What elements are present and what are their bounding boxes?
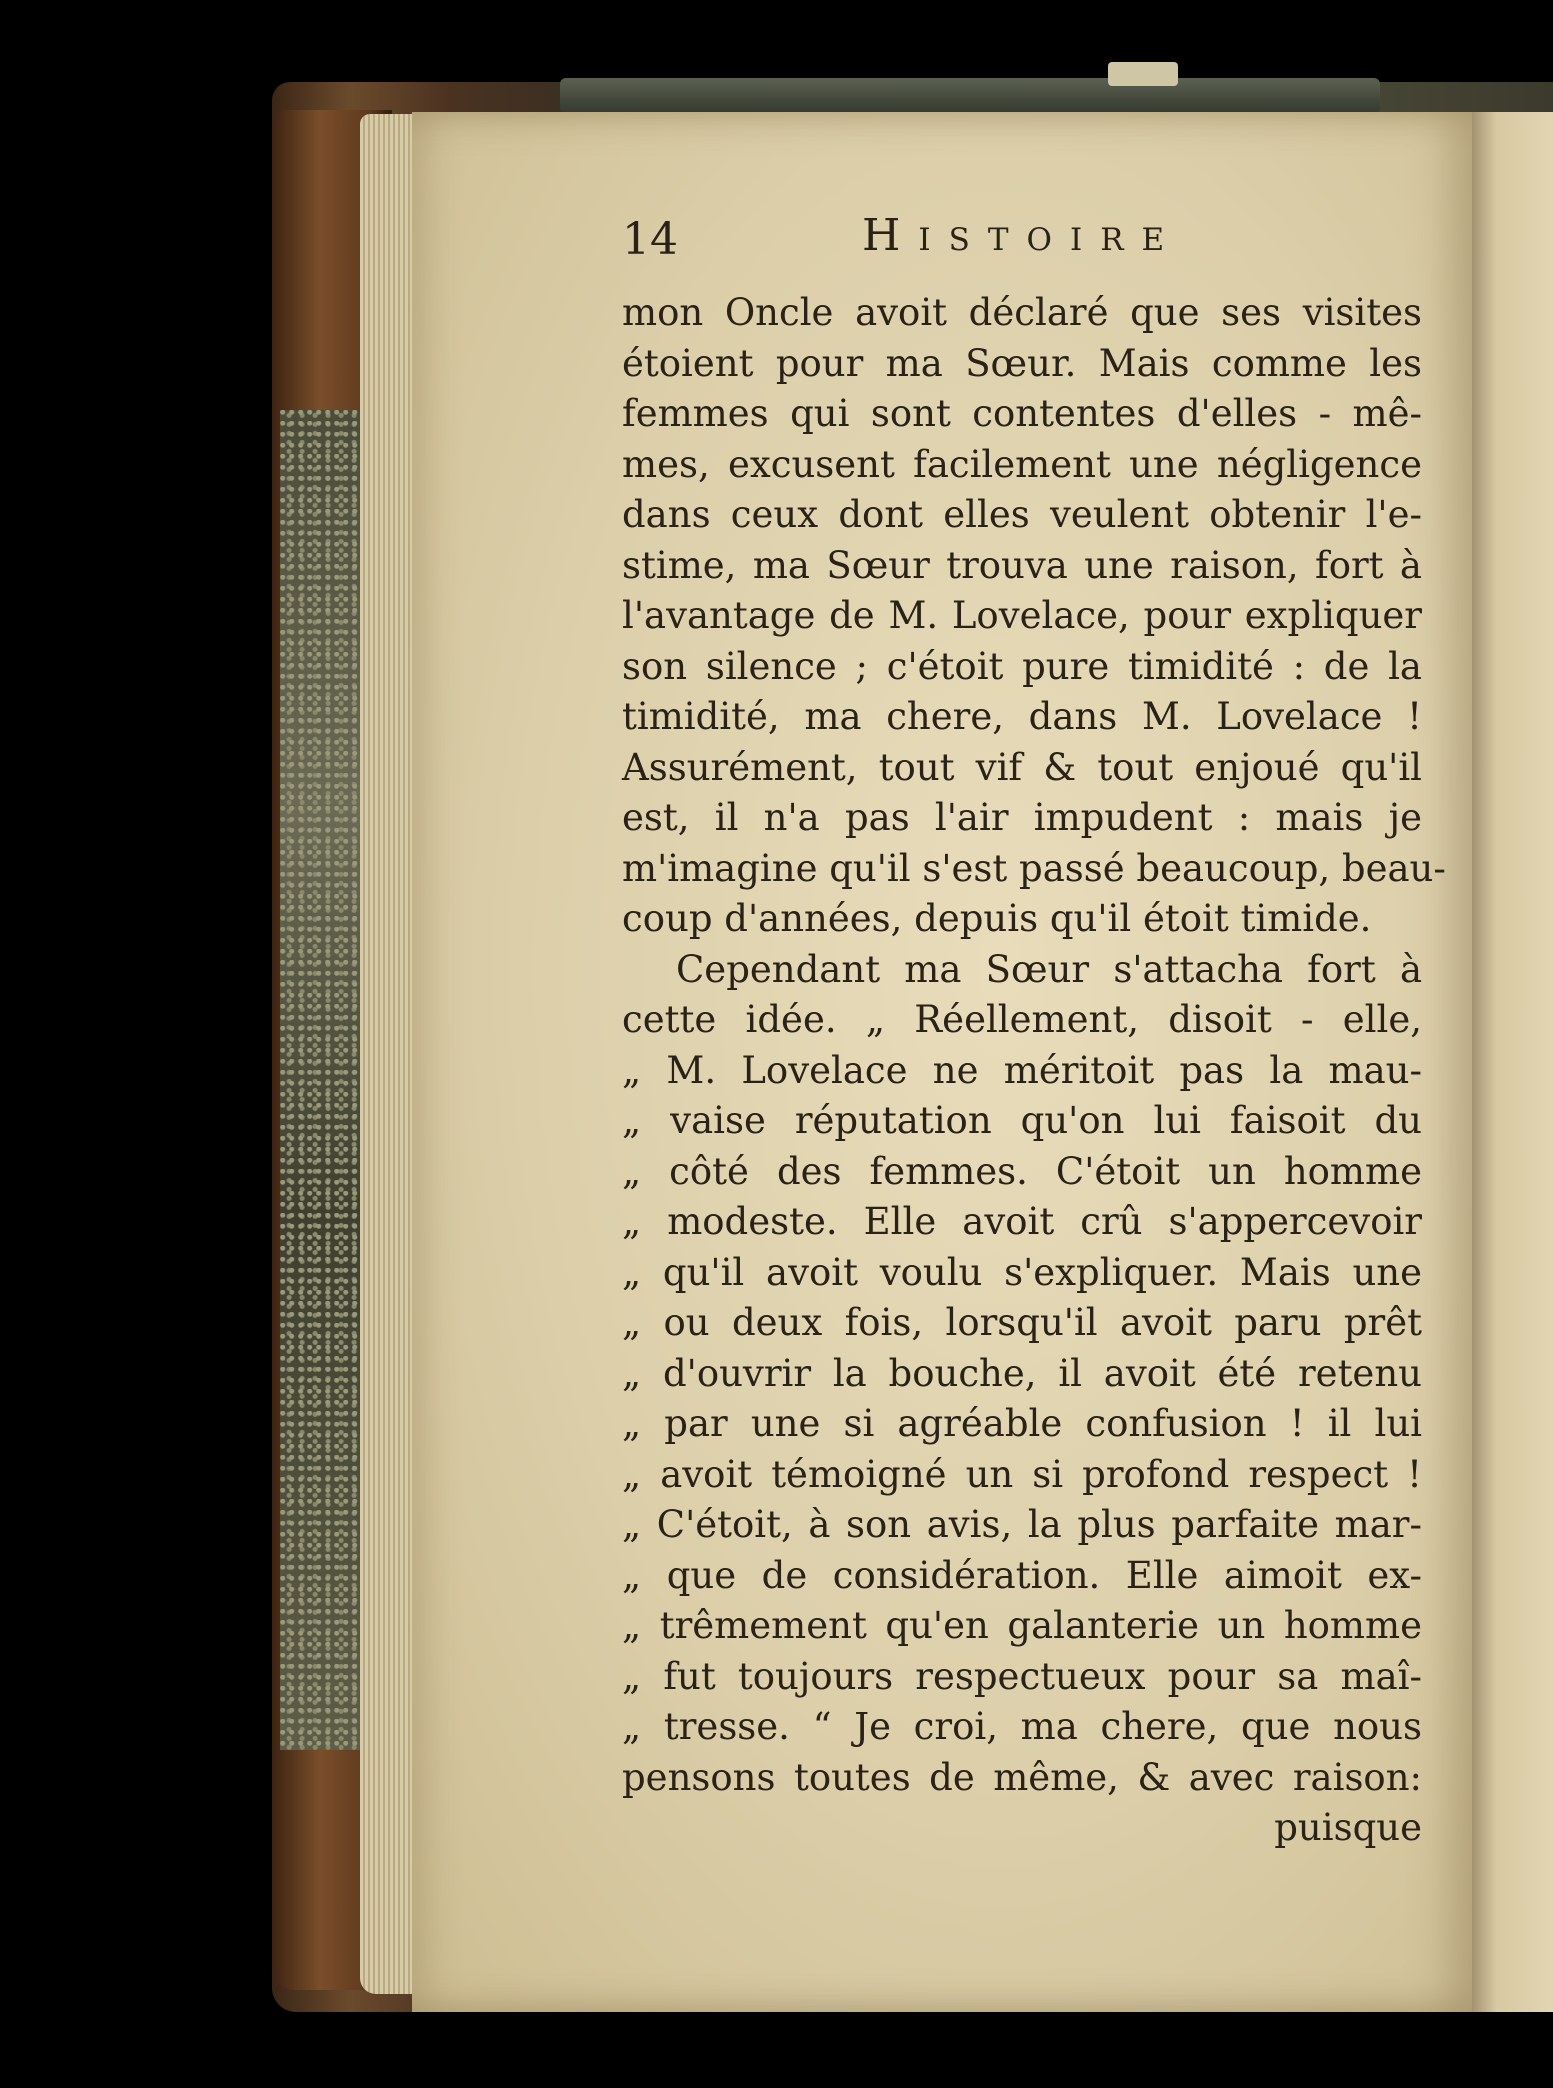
- text-line: mes, excusent facilement une négligence: [622, 442, 1422, 486]
- facing-page-edge: [1472, 112, 1553, 2012]
- text-line: dans ceux dont elles veulent obtenir l'e-: [622, 493, 1422, 536]
- marbled-board: [280, 410, 360, 1750]
- text-line: „ fut toujours respectueux pour sa maî-: [622, 1654, 1422, 1698]
- text-line: „ vaise réputation qu'on lui faisoit du: [622, 1099, 1422, 1142]
- text-line: „ C'étoit, à son avis, la plus parfaite mar-: [622, 1503, 1422, 1546]
- text-line: coup d'années, depuis qu'il étoit timide.: [622, 897, 1372, 940]
- text-line: pensons toutes de même, & avec raison:: [622, 1755, 1422, 1799]
- text-line: „ d'ouvrir la bouche, il avoit été retenu: [622, 1351, 1422, 1395]
- cover-top-edge: [560, 78, 1380, 114]
- text-line: „ ou deux fois, lorsqu'il avoit paru prêt: [622, 1301, 1422, 1344]
- text-line: „ côté des femmes. C'étoit un homme: [622, 1149, 1422, 1193]
- text-line: „ qu'il avoit voulu s'expliquer. Mais une: [622, 1250, 1422, 1294]
- text-line: son silence ; c'étoit pure timidité : de la: [622, 644, 1422, 688]
- text-line: m'imagine qu'il s'est passé beaucoup, beau-: [622, 846, 1446, 890]
- text-line: stime, ma Sœur trouva une raison, fort à: [622, 543, 1422, 587]
- text-line: „ modeste. Elle avoit crû s'appercevoir: [622, 1200, 1422, 1243]
- text-line: Assurément, tout vif & tout enjoué qu'il: [622, 745, 1422, 789]
- body-text: [622, 288, 1446, 1854]
- text-line: „ trêmement qu'en galanterie un homme: [622, 1604, 1422, 1647]
- text-line: femmes qui sont contentes d'elles - mê-: [622, 392, 1422, 435]
- catchword: puisque: [1274, 1806, 1422, 1849]
- text-line: cette idée. „ Réellement, disoit - elle,: [622, 998, 1422, 1041]
- text-line: l'avantage de M. Lovelace, pour expliquer: [622, 594, 1422, 637]
- running-header: [622, 210, 1422, 270]
- bookmark-tab: [1108, 62, 1178, 86]
- text-line: „ avoit témoigné un si profond respect !: [622, 1452, 1422, 1496]
- text-line: Cependant ma Sœur s'attacha fort à: [676, 947, 1422, 991]
- text-line: timidité, ma chere, dans M. Lovelace !: [622, 695, 1422, 738]
- text-line: mon Oncle avoit déclaré que ses visites: [622, 291, 1422, 334]
- text-line: étoient pour ma Sœur. Mais comme les: [622, 341, 1422, 385]
- text-line: „ que de considération. Elle aimoit ex-: [622, 1553, 1422, 1597]
- running-title: Histoire: [862, 210, 1183, 261]
- text-line: „ M. Lovelace ne méritoit pas la mau-: [622, 1048, 1422, 1092]
- text-line: est, il n'a pas l'air impudent : mais je: [622, 796, 1422, 839]
- page-number: 14: [622, 214, 678, 265]
- text-line: „ par une si agréable confusion ! il lui: [622, 1402, 1422, 1445]
- text-line: „ tresse. “ Je croi, ma chere, que nous: [622, 1705, 1422, 1748]
